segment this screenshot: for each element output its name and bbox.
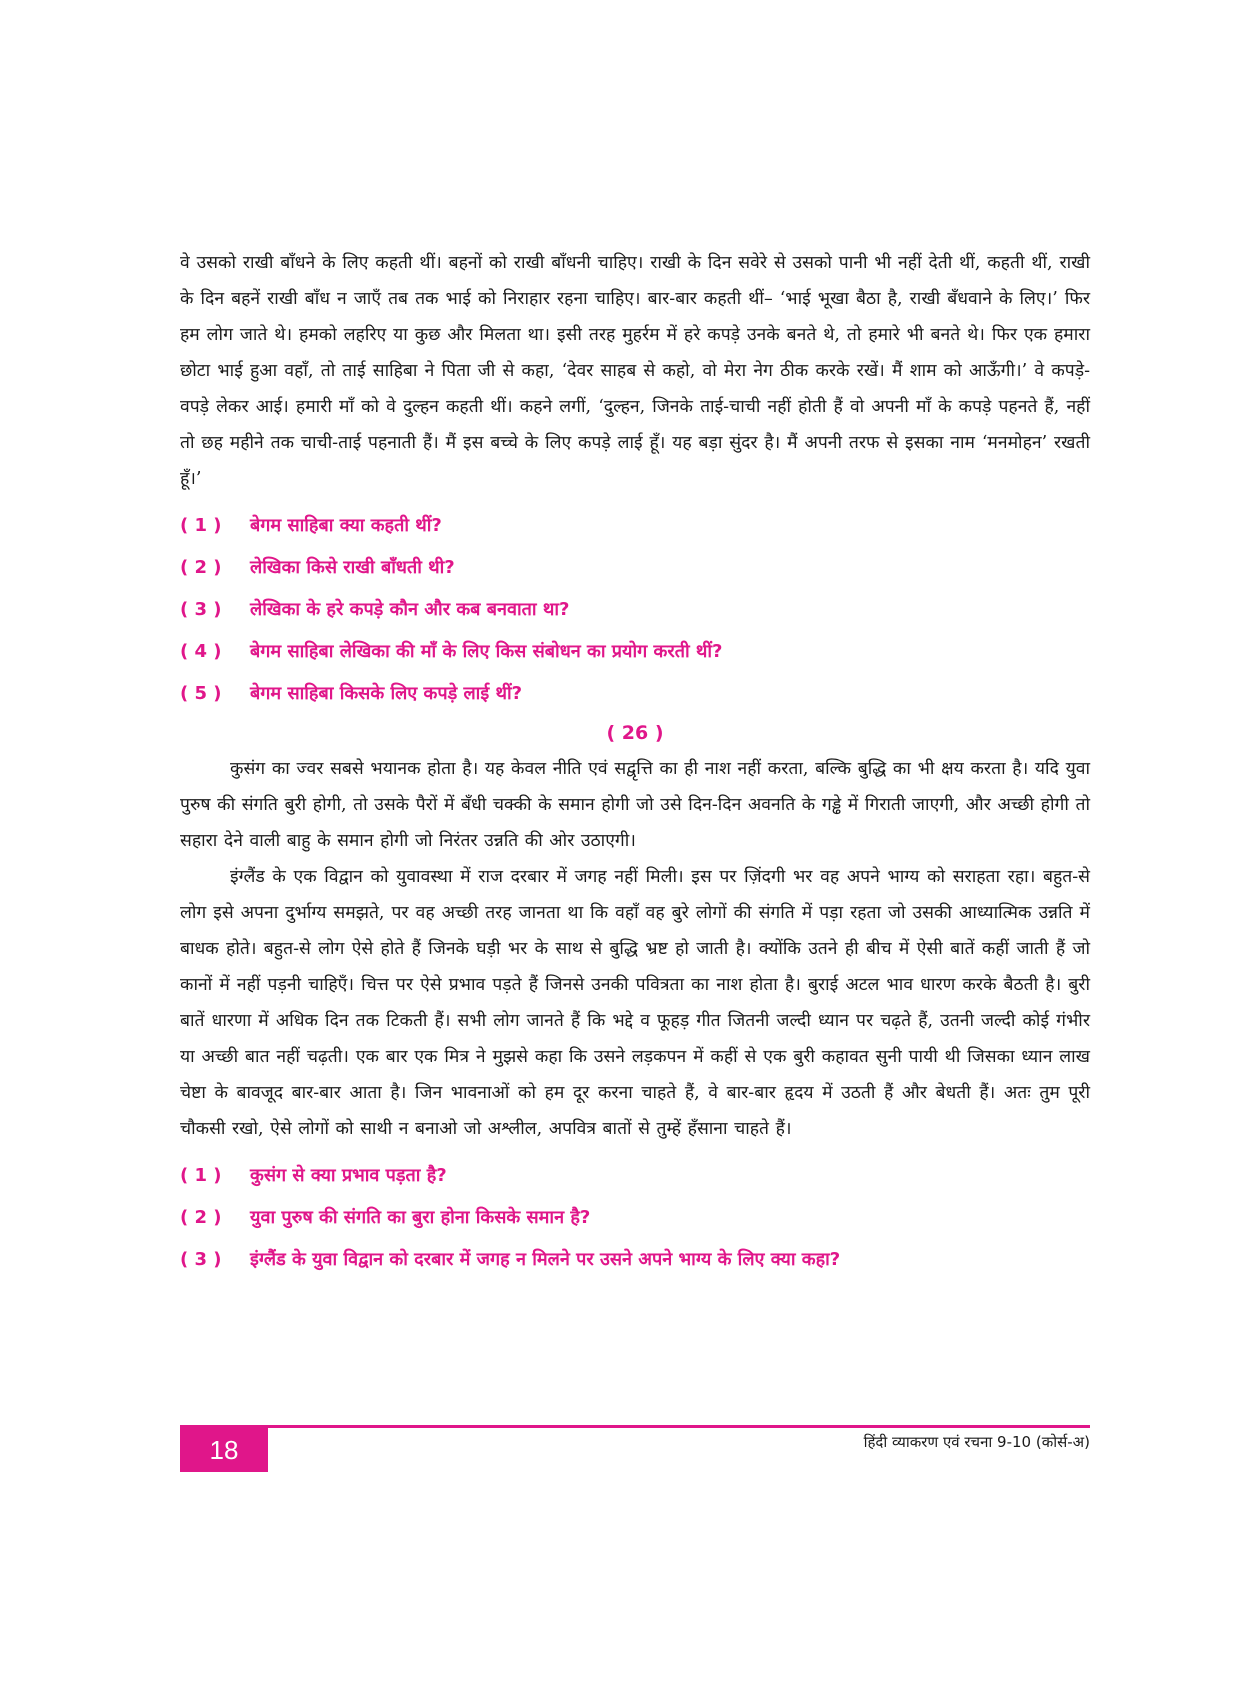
question-text: बेगम साहिबा लेखिका की माँ के लिए किस संबोधन का प्रयोग करती थीं? <box>250 641 723 662</box>
question-text: बेगम साहिबा क्या कहती थीं? <box>250 515 442 536</box>
passage-2-paragraph-1: कुसंग का ज्वर सबसे भयानक होता है। यह केवल नीति एवं सद्वृत्ति का ही नाश नहीं करता, बल्कि बुद्धि का भी क्षय करता है। यदि युवा पुरुष की संगति बुरी होगी, तो उसके पैरों में बँधी चक्की के समान होगी जो उसे दिन-दिन अवनति के गड्ढे में गिराती जाएगी, और अच्छी होगी तो सहारा देने वाली बाहु के समान होगी जो निरंतर उन्नति की ओर उठाएगी। <box>180 759 1090 851</box>
question-number: ( 1 ) <box>180 1165 222 1186</box>
question-text: युवा पुरुष की संगति का बुरा होना किसके समान है? <box>250 1207 591 1228</box>
passage-1: वे उसको राखी बाँधने के लिए कहती थीं। बहनों को राखी बाँधनी चाहिए। राखी के दिन सवेरे से उसको पानी भी नहीं देती थीं, कहती थीं, राखी के दिन बहनें राखी बाँध न जाएँ तब तक भाई को निराहार रहना चाहिए। बार-बार कहती थीं– ‘भाई भूखा बैठा है, राखी बँधवाने के लिए।’ फिर हम लोग जाते थे। हमको लहरिए या कुछ और मिलता था। इसी तरह मुहर्रम में हरे कपड़े उनके बनते थे, तो हमारे भी बनते थे। फिर एक हमारा छोटा भाई हुआ वहाँ, तो ताई साहिबा ने पिता जी से कहा, ‘देवर साहब से कहो, वो मेरा नेग ठीक करके रखें। मैं शाम को आऊँगी।’ वे कपड़े-वपड़े लेकर आई। हमारी माँ को वे दुल्हन कहती थीं। कहने लगीं, ‘दुल्हन, जिनके ताई-चाची नहीं होती हैं वो अपनी माँ के कपड़े पहनते हैं, नहीं तो छह महीने तक चाची-ताई पहनाती हैं। मैं इस बच्चे के लिए कपड़े लाई हूँ। यह बड़ा सुंदर है। मैं अपनी तरफ से इसका नाम ‘मनमोहन’ रखती हूँ।’ <box>180 253 1090 489</box>
question-item <box>180 589 1090 631</box>
question-list-2 <box>180 1155 1090 1281</box>
question-number: ( 2 ) <box>180 557 222 578</box>
question-item <box>180 673 1090 715</box>
question-item <box>180 1197 1090 1239</box>
footer-divider <box>180 1425 1090 1428</box>
question-number: ( 1 ) <box>180 515 222 536</box>
question-number: ( 3 ) <box>180 599 222 620</box>
question-number: ( 2 ) <box>180 1207 222 1228</box>
question-text: बेगम साहिबा किसके लिए कपड़े लाई थीं? <box>250 683 523 704</box>
page-number: 18 <box>180 1428 268 1472</box>
question-text: लेखिका के हरे कपड़े कौन और कब बनवाता था? <box>250 599 570 620</box>
book-title: हिंदी व्याकरण एवं रचना 9-10 (कोर्स-अ) <box>863 1433 1090 1451</box>
question-item <box>180 547 1090 589</box>
question-list-1 <box>180 505 1090 715</box>
question-item <box>180 1239 1090 1281</box>
question-item <box>180 1155 1090 1197</box>
question-item <box>180 631 1090 673</box>
section-heading: ( 26 ) <box>606 722 664 744</box>
passage-2-paragraph-2: इंग्लैंड के एक विद्वान को युवावस्था में राज दरबार में जगह नहीं मिली। इस पर ज़िंदगी भर वह अपने भाग्य को सराहता रहा। बहुत-से लोग इसे अपना दुर्भाग्य समझते, पर वह अच्छी तरह जानता था कि वहाँ वह बुरे लोगों की संगति में पड़ा रहता जो उसकी आध्यात्मिक उन्नति में बाधक होते। बहुत-से लोग ऐसे होते हैं जिनके घड़ी भर के साथ से बुद्धि भ्रष्ट हो जाती है। क्योंकि उतने ही बीच में ऐसी बातें कहीं जाती हैं जो कानों में नहीं पड़नी चाहिएँ। चित्त पर ऐसे प्रभाव पड़ते हैं जिनसे उनकी पवित्रता का नाश होता है। बुराई अटल भाव धारण करके बैठती है। बुरी बातें धारणा में अधिक दिन तक टिकती हैं। सभी लोग जानते हैं कि भद्दे व फूहड़ गीत जितनी जल्दी ध्यान पर चढ़ते हैं, उतनी जल्दी कोई गंभीर या अच्छी बात नहीं चढ़ती। एक बार एक मित्र ने मुझसे कहा कि उसने लड़कपन में कहीं से एक बुरी कहावत सुनी पायी थी जिसका ध्यान लाख चेष्टा के बावजूद बार-बार आता है। जिन भावनाओं को हम दूर करना चाहते हैं, वे बार-बार हृदय में उठती हैं और बेधती हैं। अतः तुम पूरी चौकसी रखो, ऐसे लोगों को साथी न बनाओ जो अश्लील, अपवित्र बातों से तुम्हें हँसाना चाहते हैं। <box>180 867 1090 1139</box>
page-content <box>180 245 1090 1281</box>
question-text: इंग्लैंड के युवा विद्वान को दरबार में जगह न मिलने पर उसने अपने भाग्य के लिए क्या कहा? <box>250 1249 841 1270</box>
question-number: ( 3 ) <box>180 1249 222 1270</box>
question-text: लेखिका किसे राखी बाँधती थी? <box>250 557 455 578</box>
question-number: ( 4 ) <box>180 641 222 662</box>
question-item <box>180 505 1090 547</box>
question-text: कुसंग से क्या प्रभाव पड़ता है? <box>250 1165 447 1186</box>
question-number: ( 5 ) <box>180 683 222 704</box>
